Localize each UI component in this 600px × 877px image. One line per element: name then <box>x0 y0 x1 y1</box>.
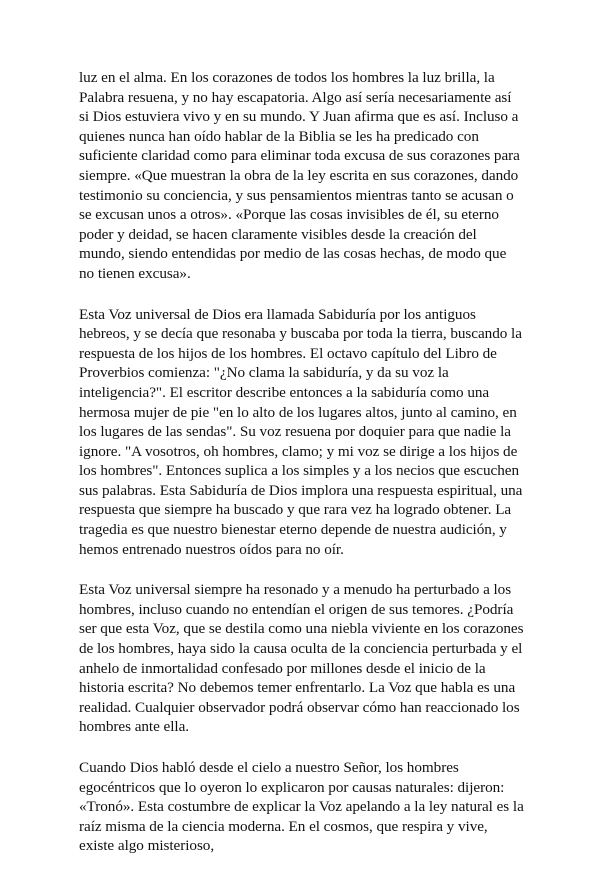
paragraph-3: Esta Voz universal siempre ha resonado y a menudo ha perturbado a los hombres, incluso cuando no entendían el origen de sus temores. ¿Podría ser que esta Voz, que se destila como una niebla viviente en los corazones de los hombres, haya sido la causa oculta de la conciencia perturbada y el anhelo de inmortalidad confesado por millones desde el inicio de la historia escrita? No debemos temer enfrentarlo. La Voz que habla es una realidad. Cualquier observador podrá observar cómo han reaccionado los hombres ante ella. <box>79 581 524 736</box>
body-text <box>79 68 525 877</box>
paragraph-4: Cuando Dios habló desde el cielo a nuestro Señor, los hombres egocéntricos que lo oyeron lo explicaron por causas naturales: dijeron: «Tronó». Esta costumbre de explicar la Voz apelando a la ley natural es la raíz misma de la ciencia moderna. En el cosmos, que respira y vive, existe algo misterioso, <box>79 759 524 855</box>
paragraph-2: Esta Voz universal de Dios era llamada Sabiduría por los antiguos hebreos, y se decía que resonaba y buscaba por toda la tierra, buscando la respuesta de los hijos de los hombres. El octavo capítulo del Libro de Proverbios comienza: "¿No clama la sabiduría, y da su voz la inteligencia?". El escritor describe entonces a la sabiduría como una hermosa mujer de pie "en lo alto de los lugares altos, junto al camino, en los lugares de las sendas". Su voz resuena por doquier para que nadie la ignore. "A vosotros, oh hombres, clamo; y mi voz se dirige a los hijos de los hombres". Entonces suplica a los simples y a los necios que escuchen sus palabras. Esta Sabiduría de Dios implora una respuesta espiritual, una respuesta que siempre ha buscado y que rara vez ha logrado obtener. La tragedia es que nuestro bienestar eterno depende de nuestra audición, y hemos entrenado nuestros oídos para no oír. <box>79 305 523 558</box>
paragraph-1: luz en el alma. En los corazones de todos los hombres la luz brilla, la Palabra resuena, y no hay escapatoria. Algo así sería necesariamente así si Dios estuviera vivo y en su mundo. Y Juan afirma que es así. Incluso a quienes nunca han oído hablar de la Biblia se les ha predicado con suficiente claridad como para eliminar toda excusa de sus corazones para siempre. «Que muestran la obra de la ley escrita en sus corazones, dando testimonio su conciencia, y sus pensamientos mientras tanto se acusan o se excusan unos a otros». «Porque las cosas invisibles de él, su eterno poder y deidad, se hacen claramente visibles desde la creación del mundo, siendo entendidas por medio de las cosas hechas, de modo que no tienen excusa». <box>79 69 520 282</box>
